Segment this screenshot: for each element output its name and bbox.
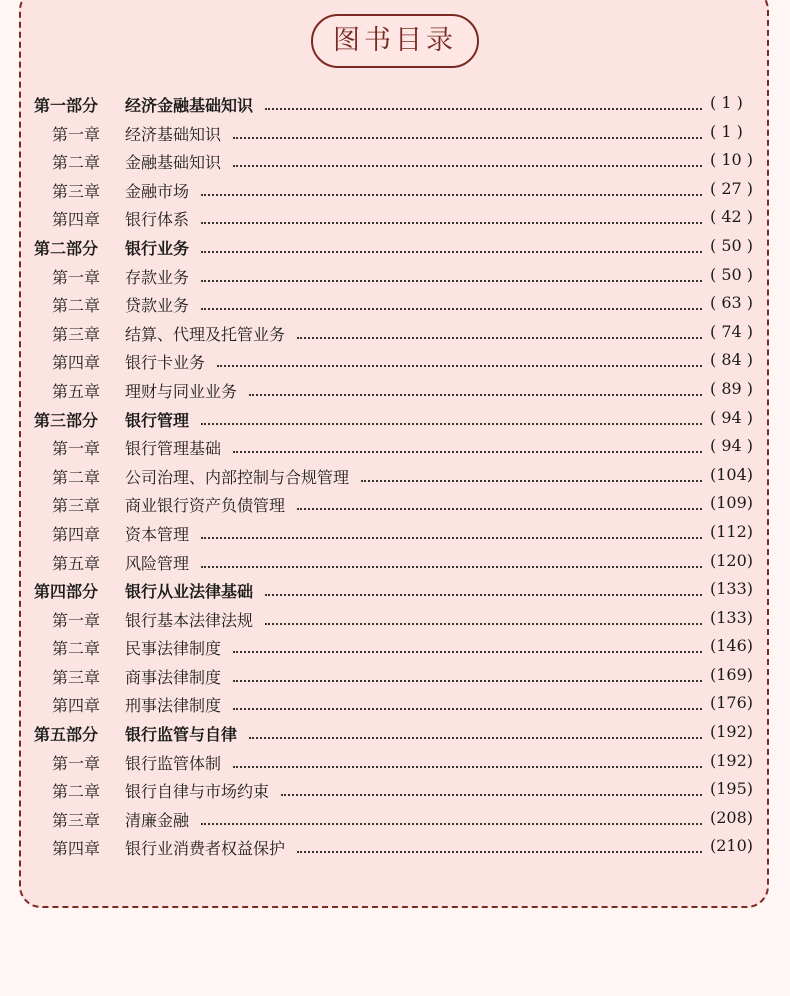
toc-entry-title: 银行业消费者权益保护 — [125, 839, 286, 859]
toc-chapter-row — [0, 747, 790, 776]
toc-page-number: ( 94 ) — [710, 436, 754, 456]
toc-entry-title: 金融市场 — [125, 181, 190, 201]
toc-page-number: ( 10 ) — [710, 150, 754, 170]
toc-part-row — [0, 89, 790, 118]
toc-chapter-row — [0, 804, 790, 833]
toc-page-number: ( 74 ) — [710, 321, 754, 341]
toc-entry-title: 银行基本法律法规 — [125, 610, 254, 630]
dot-leader — [297, 337, 702, 339]
dot-leader — [201, 251, 702, 253]
toc-entry-title: 银行管理 — [125, 410, 190, 430]
dot-leader — [233, 680, 702, 682]
table-of-contents — [0, 89, 790, 861]
dot-leader — [249, 394, 702, 396]
dot-leader — [201, 423, 702, 425]
toc-chapter-row — [0, 203, 790, 232]
dot-leader — [201, 537, 702, 539]
toc-entry-label: 第四章 — [52, 839, 101, 859]
toc-chapter-row — [0, 489, 790, 518]
toc-page-number: ( 84 ) — [710, 350, 754, 370]
toc-entry-title: 存款业务 — [125, 267, 190, 287]
toc-chapter-row — [0, 775, 790, 804]
toc-entry-title: 金融基础知识 — [125, 153, 222, 173]
toc-part-row — [0, 718, 790, 747]
toc-entry-label: 第四章 — [52, 210, 101, 230]
toc-chapter-row — [0, 175, 790, 204]
toc-entry-title: 民事法律制度 — [125, 639, 222, 659]
toc-entry-label: 第一部分 — [34, 96, 99, 115]
dot-leader — [249, 737, 702, 739]
toc-page-number: (192) — [710, 722, 754, 742]
toc-chapter-row — [0, 461, 790, 490]
toc-entry-title: 刑事法律制度 — [125, 696, 222, 716]
toc-entry-label: 第三章 — [52, 667, 101, 687]
toc-entry-label: 第一章 — [52, 610, 101, 630]
toc-page-number: ( 42 ) — [710, 207, 754, 227]
toc-page-number: (192) — [710, 750, 754, 770]
toc-page-number: (208) — [710, 807, 754, 827]
toc-entry-label: 第四章 — [52, 696, 101, 716]
toc-entry-label: 第二部分 — [34, 238, 99, 258]
toc-page-number: ( 1 ) — [710, 121, 743, 141]
dot-leader — [233, 708, 702, 710]
toc-entry-title: 商事法律制度 — [125, 667, 222, 687]
toc-entry-label: 第三章 — [52, 181, 101, 201]
toc-entry-label: 第一章 — [52, 124, 101, 144]
dot-leader — [201, 280, 702, 282]
toc-page-number: (109) — [710, 493, 754, 513]
toc-chapter-row — [0, 604, 790, 633]
toc-entry-title: 银行自律与市场约束 — [125, 782, 270, 802]
toc-entry-title: 银行从业法律基础 — [125, 582, 254, 602]
toc-page-number: (120) — [710, 550, 754, 570]
toc-entry-label: 第三章 — [52, 810, 101, 830]
toc-entry-title: 经济基础知识 — [125, 124, 222, 144]
toc-page-number: (133) — [710, 579, 754, 599]
toc-page-number: (176) — [710, 693, 754, 713]
toc-page-number: (169) — [710, 664, 754, 684]
dot-leader — [233, 451, 702, 453]
dot-leader — [233, 651, 702, 653]
toc-chapter-row — [0, 632, 790, 661]
toc-entry-label: 第二章 — [52, 467, 101, 487]
toc-entry-title: 结算、代理及托管业务 — [125, 324, 286, 344]
toc-chapter-row — [0, 518, 790, 547]
toc-entry-title: 银行体系 — [125, 210, 190, 230]
toc-entry-label: 第三章 — [52, 496, 101, 516]
dot-leader — [265, 623, 702, 625]
toc-entry-label: 第四章 — [52, 353, 101, 373]
toc-entry-title: 资本管理 — [125, 524, 190, 544]
dot-leader — [233, 165, 702, 167]
toc-entry-label: 第三部分 — [34, 410, 99, 430]
toc-page-number: (210) — [710, 836, 754, 856]
dot-leader — [281, 794, 702, 796]
toc-chapter-row — [0, 547, 790, 576]
toc-entry-label: 第三章 — [52, 324, 101, 344]
dot-leader — [233, 137, 702, 139]
toc-entry-label: 第四部分 — [34, 582, 99, 602]
page-title: 图书目录 — [311, 14, 479, 68]
toc-entry-title: 银行监管体制 — [125, 753, 222, 773]
toc-part-row — [0, 575, 790, 604]
toc-page-number: (195) — [710, 779, 754, 799]
toc-entry-title: 银行业务 — [125, 238, 190, 258]
dot-leader — [217, 365, 702, 367]
toc-chapter-row — [0, 832, 790, 861]
toc-entry-label: 第二章 — [52, 639, 101, 659]
toc-entry-label: 第五章 — [52, 381, 101, 401]
toc-entry-label: 第一章 — [52, 753, 101, 773]
toc-chapter-row — [0, 289, 790, 318]
dot-leader — [361, 480, 702, 482]
toc-chapter-row — [0, 318, 790, 347]
toc-entry-title: 银行管理基础 — [125, 439, 222, 459]
toc-page-number: (104) — [710, 464, 754, 484]
toc-entry-title: 公司治理、内部控制与合规管理 — [125, 467, 350, 487]
toc-entry-title: 贷款业务 — [125, 296, 190, 316]
toc-page-number: ( 27 ) — [710, 178, 754, 198]
toc-page-number: ( 94 ) — [710, 407, 754, 427]
toc-part-row — [0, 232, 790, 261]
toc-page-number: ( 63 ) — [710, 293, 754, 313]
toc-entry-label: 第二章 — [52, 153, 101, 173]
toc-part-row — [0, 404, 790, 433]
toc-entry-title: 清廉金融 — [125, 810, 190, 830]
dot-leader — [297, 851, 702, 853]
toc-entry-label: 第二章 — [52, 296, 101, 316]
toc-chapter-row — [0, 375, 790, 404]
dot-leader — [201, 308, 702, 310]
toc-page-number: ( 50 ) — [710, 235, 754, 255]
toc-entry-label: 第五部分 — [34, 725, 99, 745]
toc-entry-title: 风险管理 — [125, 553, 190, 573]
toc-entry-title: 理财与同业业务 — [125, 381, 238, 401]
toc-chapter-row — [0, 261, 790, 290]
toc-entry-title: 经济金融基础知识 — [125, 96, 254, 115]
dot-leader — [201, 566, 702, 568]
toc-chapter-row — [0, 689, 790, 718]
toc-entry-label: 第一章 — [52, 267, 101, 287]
toc-page-number: ( 50 ) — [710, 264, 754, 284]
toc-page-number: (112) — [710, 521, 754, 541]
toc-page-number: (146) — [710, 636, 754, 656]
toc-chapter-row — [0, 432, 790, 461]
toc-entry-label: 第二章 — [52, 782, 101, 802]
toc-entry-label: 第五章 — [52, 553, 101, 573]
dot-leader — [265, 594, 702, 596]
toc-chapter-row — [0, 146, 790, 175]
toc-entry-title: 商业银行资产负债管理 — [125, 496, 286, 516]
toc-page-number: (133) — [710, 607, 754, 627]
toc-chapter-row — [0, 346, 790, 375]
toc-page-number: ( 1 ) — [710, 93, 743, 112]
dot-leader — [233, 766, 702, 768]
toc-entry-title: 银行监管与自律 — [125, 725, 238, 745]
dot-leader — [297, 508, 702, 510]
toc-chapter-row — [0, 118, 790, 147]
toc-entry-title: 银行卡业务 — [125, 353, 206, 373]
toc-entry-label: 第四章 — [52, 524, 101, 544]
dot-leader — [201, 222, 702, 224]
dot-leader — [201, 823, 702, 825]
dot-leader — [265, 108, 702, 110]
toc-page-number: ( 89 ) — [710, 378, 754, 398]
dot-leader — [201, 194, 702, 196]
toc-entry-label: 第一章 — [52, 439, 101, 459]
toc-chapter-row — [0, 661, 790, 690]
